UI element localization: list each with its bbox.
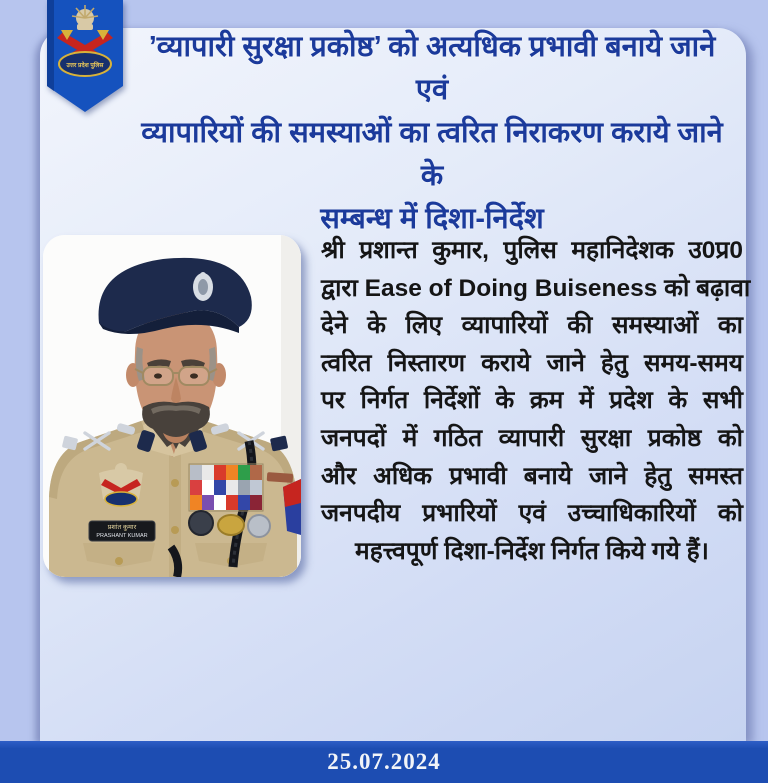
body-line: देने के लिए व्यापारियों की समस्याओं का	[321, 312, 743, 340]
svg-text:PRASHANT KUMAR: PRASHANT KUMAR	[96, 533, 148, 539]
title-line-2: व्यापारियों की समस्याओं का त्वरित निराकरण कराये जाने के	[141, 117, 723, 192]
title-line-3: सम्बन्ध में दिशा-निर्देश	[320, 203, 544, 235]
body-line: जनपदीय प्रभारियों एवं उच्चाधिकारियों को	[321, 500, 743, 528]
body-line: पर निर्गत निर्देशों के क्रम में प्रदेश के सभी	[321, 387, 743, 415]
body-line: जनपदों में गठित व्यापारी सुरक्षा प्रकोष्ठ को	[321, 424, 743, 452]
medallions	[189, 511, 270, 537]
body-line: द्वारा Ease of Doing Buiseness को बढ़ावा	[321, 274, 751, 302]
body-line: श्री प्रशान्त कुमार, पुलिस महानिदेशक उ0प्र0	[321, 237, 743, 264]
svg-text:प्रशांत कुमार: प्रशांत कुमार	[107, 524, 137, 531]
page-title	[132, 26, 732, 241]
footer-date: 25.07.2024	[327, 749, 441, 774]
emblem-band-text: उत्तर प्रदेश पुलिस	[66, 63, 104, 69]
body-line: और अधिक प्रभावी बनाये जाने हेतु समस्त	[321, 462, 743, 490]
up-police-emblem-icon	[47, 0, 123, 112]
body-paragraph	[321, 232, 751, 570]
officer-photo	[43, 235, 301, 577]
up-police-logo-pennant	[47, 0, 123, 112]
body-line: महत्त्वपूर्ण दिशा-निर्देश निर्गत किये गये हैं।	[355, 537, 709, 565]
name-plate	[89, 521, 155, 541]
officer-portrait-illustration	[43, 235, 301, 577]
body-line: त्वरित निस्तारण कराये जाने हेतु समय-समय	[321, 349, 743, 377]
footer-bar	[0, 741, 768, 783]
title-line-1: ’व्यापारी सुरक्षा प्रकोष्ठ’ को अत्यधिक प्रभावी बनाये जाने एवं	[148, 31, 716, 106]
